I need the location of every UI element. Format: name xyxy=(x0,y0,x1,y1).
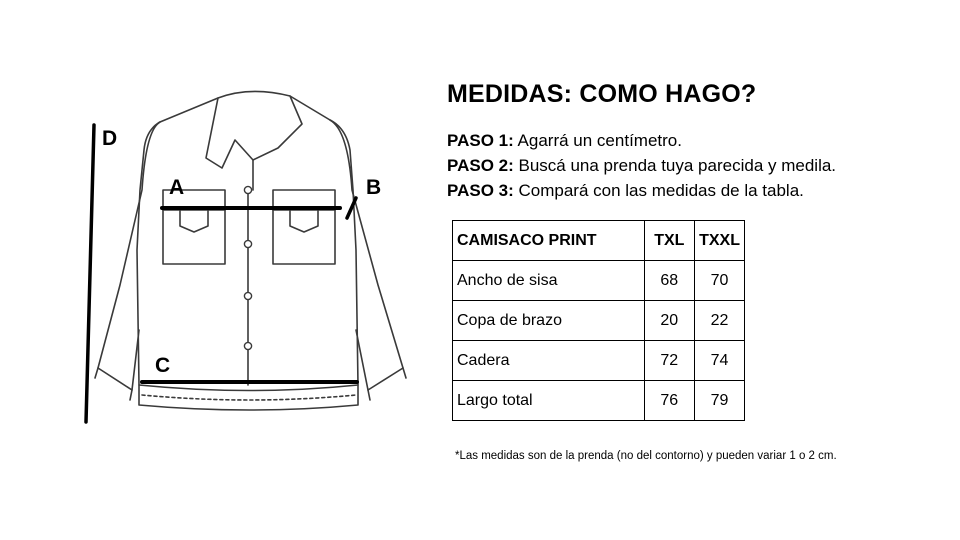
table-header-product: CAMISACO PRINT xyxy=(453,221,645,261)
step-2-label: PASO 2: xyxy=(447,156,514,175)
table-cell-txxl: 70 xyxy=(695,261,745,301)
size-table xyxy=(452,220,745,421)
button-4 xyxy=(244,342,251,349)
table-row xyxy=(453,301,745,341)
table-row xyxy=(453,381,745,421)
label-c: C xyxy=(155,354,171,377)
step-3-label: PASO 3: xyxy=(447,181,514,200)
jacket-illustration xyxy=(0,0,440,540)
steps-list xyxy=(447,128,836,203)
button-2 xyxy=(244,240,251,247)
step-3 xyxy=(447,178,836,203)
label-b: B xyxy=(366,176,382,199)
jacket-collar xyxy=(206,91,302,168)
step-2 xyxy=(447,153,836,178)
table-cell-measure: Ancho de sisa xyxy=(453,261,645,301)
table-cell-txxl: 22 xyxy=(695,301,745,341)
step-3-text: Compará con las medidas de la tabla. xyxy=(513,181,804,200)
measure-line-d xyxy=(86,125,94,422)
table-cell-txl: 72 xyxy=(644,341,695,381)
step-1-text: Agarrá un centímetro. xyxy=(513,131,682,150)
jacket-sleeve-right xyxy=(330,120,403,390)
table-row xyxy=(453,341,745,381)
button-1 xyxy=(244,186,251,193)
footnote: *Las medidas son de la prenda (no del contorno) y pueden variar 1 o 2 cm. xyxy=(455,450,837,462)
button-3 xyxy=(244,292,251,299)
jacket-sleeve-left xyxy=(98,122,160,390)
table-cell-measure: Cadera xyxy=(453,341,645,381)
table-cell-txxl: 79 xyxy=(695,381,745,421)
pocket-left xyxy=(163,190,225,264)
table-header-txl: TXL xyxy=(644,221,695,261)
step-1 xyxy=(447,128,836,153)
label-d: D xyxy=(102,127,118,150)
table-cell-txl: 68 xyxy=(644,261,695,301)
table-cell-measure: Largo total xyxy=(453,381,645,421)
page-title: MEDIDAS: COMO HAGO? xyxy=(447,80,757,108)
table-cell-txl: 76 xyxy=(644,381,695,421)
table-header-txxl: TXXL xyxy=(695,221,745,261)
table-cell-txl: 20 xyxy=(644,301,695,341)
table-cell-measure: Copa de brazo xyxy=(453,301,645,341)
step-1-label: PASO 1: xyxy=(447,131,514,150)
table-cell-txxl: 74 xyxy=(695,341,745,381)
label-a: A xyxy=(169,176,185,199)
table-row xyxy=(453,261,745,301)
step-2-text: Buscá una prenda tuya parecida y medila. xyxy=(513,156,837,175)
pocket-right xyxy=(273,190,335,264)
table-header-row xyxy=(453,221,745,261)
